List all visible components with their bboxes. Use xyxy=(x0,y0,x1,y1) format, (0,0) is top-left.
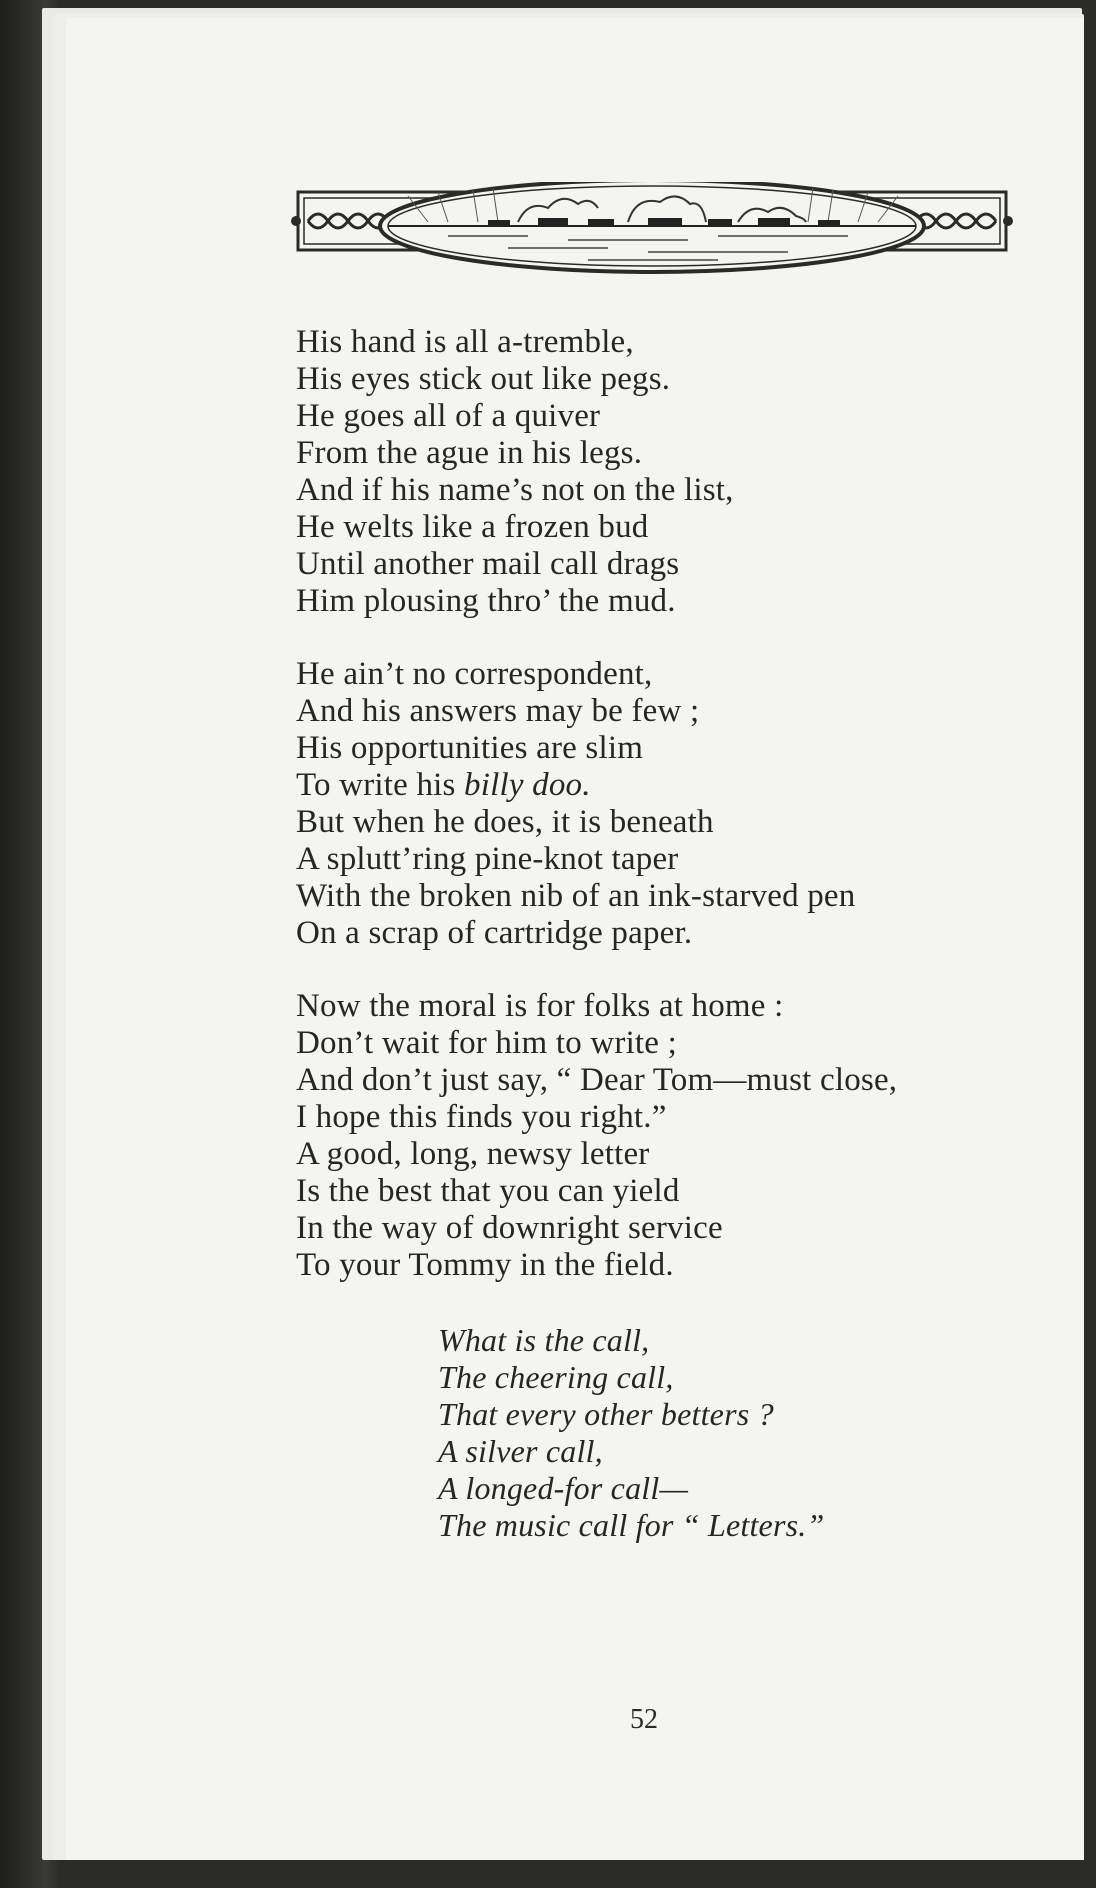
verse-line: His opportunities are slim xyxy=(296,730,644,766)
verse-line-text: To write his xyxy=(296,767,465,803)
verse-line: In the way of downright service xyxy=(296,1210,723,1246)
verse-line: A splutt’ring pine-knot taper xyxy=(296,841,679,877)
verse-line: And if his name’s not on the list, xyxy=(296,472,734,508)
stanza-3 xyxy=(296,988,897,1284)
verse-line: On a scrap of cartridge paper. xyxy=(296,915,693,951)
verse-line: But when he does, it is beneath xyxy=(296,804,714,840)
verse-line: He ain’t no correspondent, xyxy=(296,656,653,692)
verse-line: Him plousing thro’ the mud. xyxy=(296,583,676,619)
refrain-line: The cheering call, xyxy=(438,1359,674,1395)
verse-line: From the ague in his legs. xyxy=(296,435,643,471)
verse-line: He goes all of a quiver xyxy=(296,398,601,434)
verse-line: And don’t just say, “ Dear Tom—must close, xyxy=(296,1062,898,1098)
refrain xyxy=(438,1322,824,1544)
verse-line: And his answers may be few ; xyxy=(296,693,700,729)
verse-line: His eyes stick out like pegs. xyxy=(296,361,671,397)
verse-line: He welts like a frozen bud xyxy=(296,509,649,545)
refrain-line: That every other betters ? xyxy=(438,1396,774,1432)
verse-line: His hand is all a-tremble, xyxy=(296,324,634,360)
verse-line: To your Tommy in the field. xyxy=(296,1247,674,1283)
refrain-line: What is the call, xyxy=(438,1322,650,1358)
verse-line: With the broken nib of an ink-starved pen xyxy=(296,878,856,914)
verse-line: Until another mail call drags xyxy=(296,546,680,582)
verse-line: Is the best that you can yield xyxy=(296,1173,680,1209)
refrain-line: The music call for “ Letters.” xyxy=(438,1507,825,1543)
verse-line-emphasis: billy doo. xyxy=(464,767,591,803)
verse-line: A good, long, newsy letter xyxy=(296,1136,650,1172)
refrain-line: A longed-for call— xyxy=(438,1470,689,1506)
stanza-1 xyxy=(296,324,734,620)
refrain-line: A silver call, xyxy=(438,1433,603,1469)
stanza-2 xyxy=(296,656,855,952)
verse-line: Don’t wait for him to write ; xyxy=(296,1025,677,1061)
verse-line xyxy=(296,767,855,804)
verse-line: Now the moral is for folks at home : xyxy=(296,988,784,1024)
seascape-ornament xyxy=(288,182,1016,286)
page-number: 52 xyxy=(630,1704,658,1735)
verse-line: I hope this finds you right.” xyxy=(296,1099,667,1135)
